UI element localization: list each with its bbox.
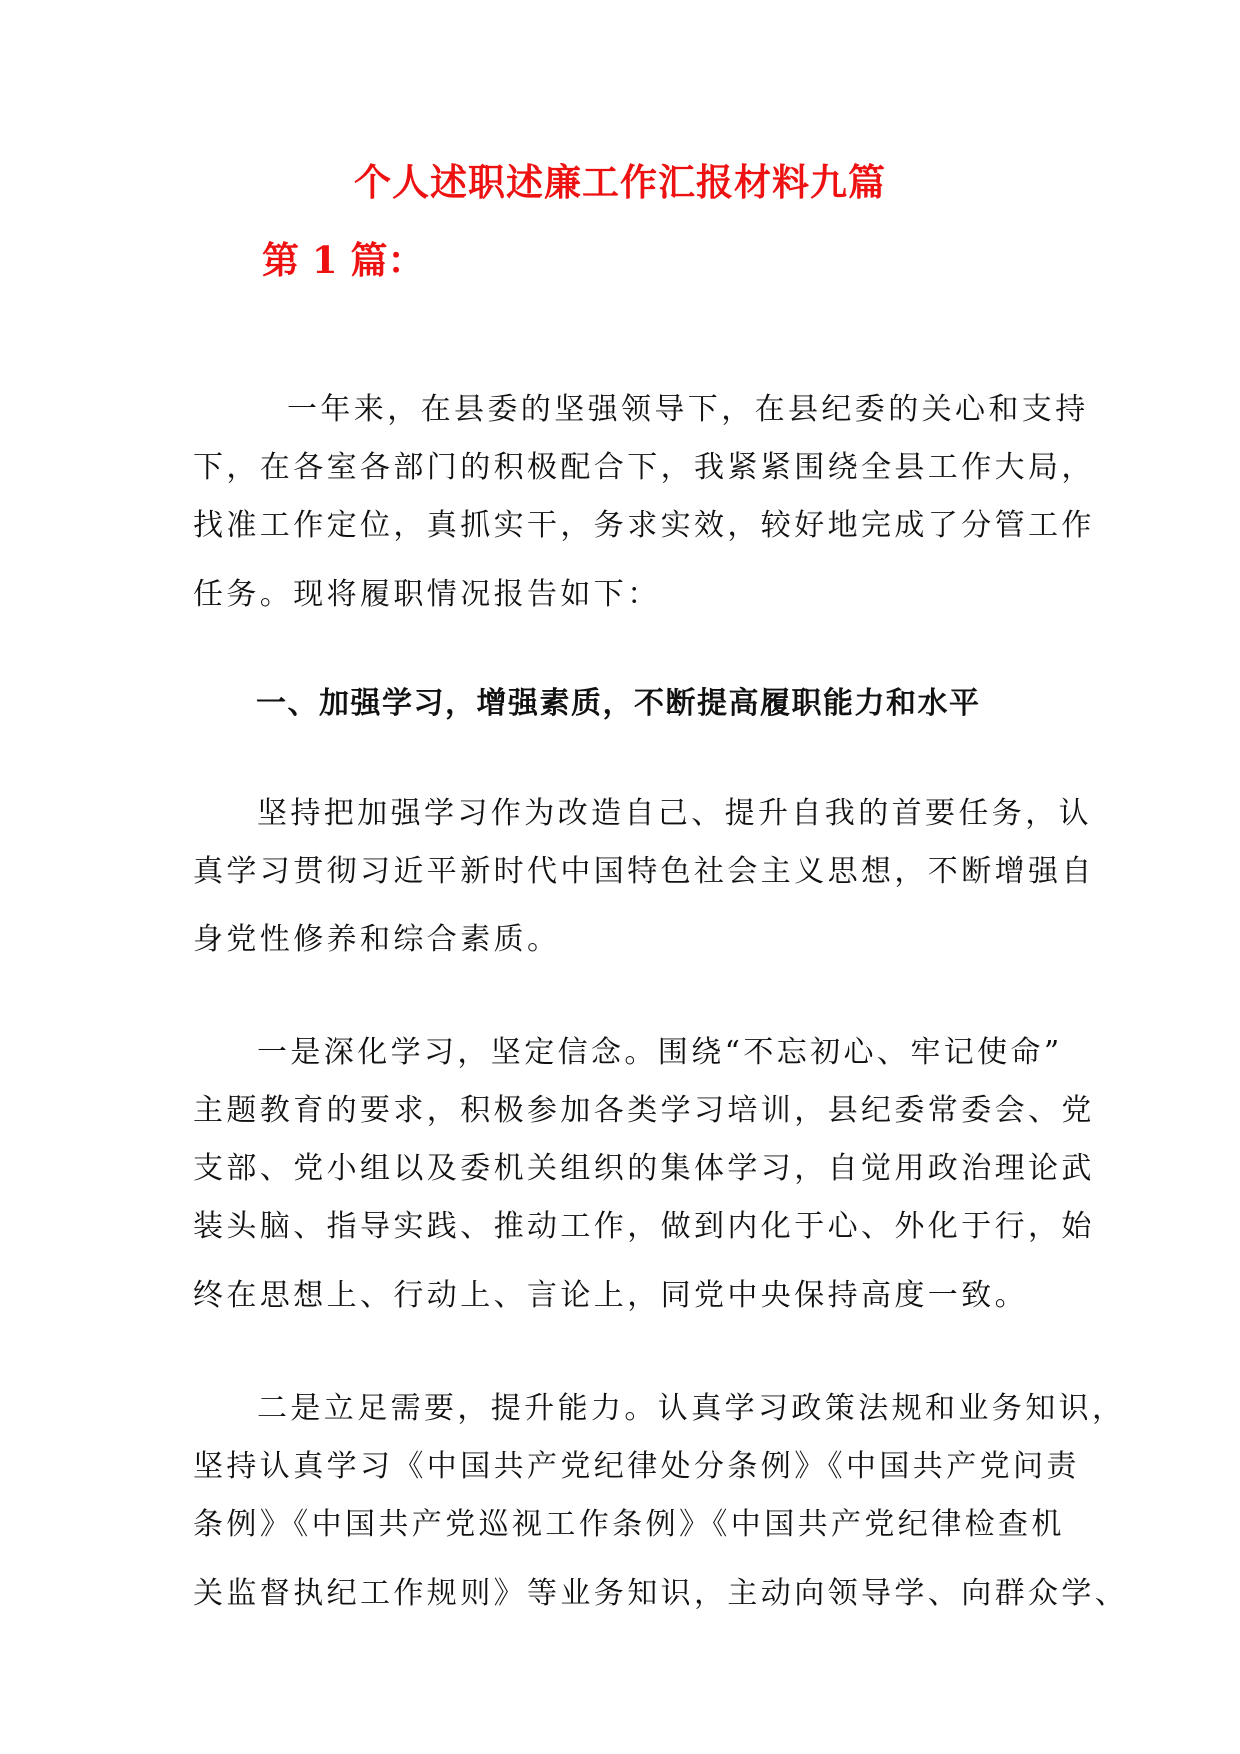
paragraph-line: 下，在各室各部门的积极配合下，我紧紧围绕全县工作大局，	[193, 450, 1095, 485]
paragraph-line: 一年来，在县委的坚强领导下，在县纪委的关心和支持	[287, 392, 1089, 427]
paragraph-line: 终在思想上、行动上、言论上，同党中央保持高度一致。	[193, 1278, 1028, 1313]
document-title: 个人述职述廉工作汇报材料九篇	[354, 160, 886, 204]
paragraph-line: 主题教育的要求，积极参加各类学习培训，县纪委常委会、党	[193, 1093, 1095, 1128]
paragraph-line: 二是立足需要，提升能力。认真学习政策法规和业务知识，	[257, 1391, 1126, 1426]
paragraph-line: 条例》《中国共产党巡视工作条例》《中国共产党纪律检查机	[193, 1507, 1065, 1542]
paragraph-line: 关监督执纪工作规则》等业务知识，主动向领导学、向群众学、	[193, 1576, 1129, 1611]
paragraph-line: 身党性修养和综合素质。	[193, 922, 561, 957]
paragraph-line: 坚持把加强学习作为改造自己、提升自我的首要任务，认	[257, 796, 1092, 831]
paragraph-line: 装头脑、指导实践、推动工作，做到内化于心、外化于行，始	[193, 1209, 1095, 1244]
paragraph-line: 真学习贯彻习近平新时代中国特色社会主义思想，不断增强自	[193, 854, 1095, 889]
chapter-heading: 第 1 篇：	[262, 238, 425, 282]
paragraph-line: 任务。现将履职情况报告如下：	[193, 577, 661, 612]
paragraph-line: 支部、党小组以及委机关组织的集体学习，自觉用政治理论武	[193, 1151, 1095, 1186]
paragraph-line: 找准工作定位，真抓实干，务求实效，较好地完成了分管工作	[193, 508, 1095, 543]
section-heading: 一、加强学习，增强素质，不断提高履职能力和水平	[256, 686, 981, 721]
paragraph-line: 一是深化学习，坚定信念。围绕“不忘初心、牢记使命”	[257, 1035, 1063, 1070]
paragraph-line: 坚持认真学习《中国共产党纪律处分条例》《中国共产党问责	[193, 1449, 1080, 1484]
